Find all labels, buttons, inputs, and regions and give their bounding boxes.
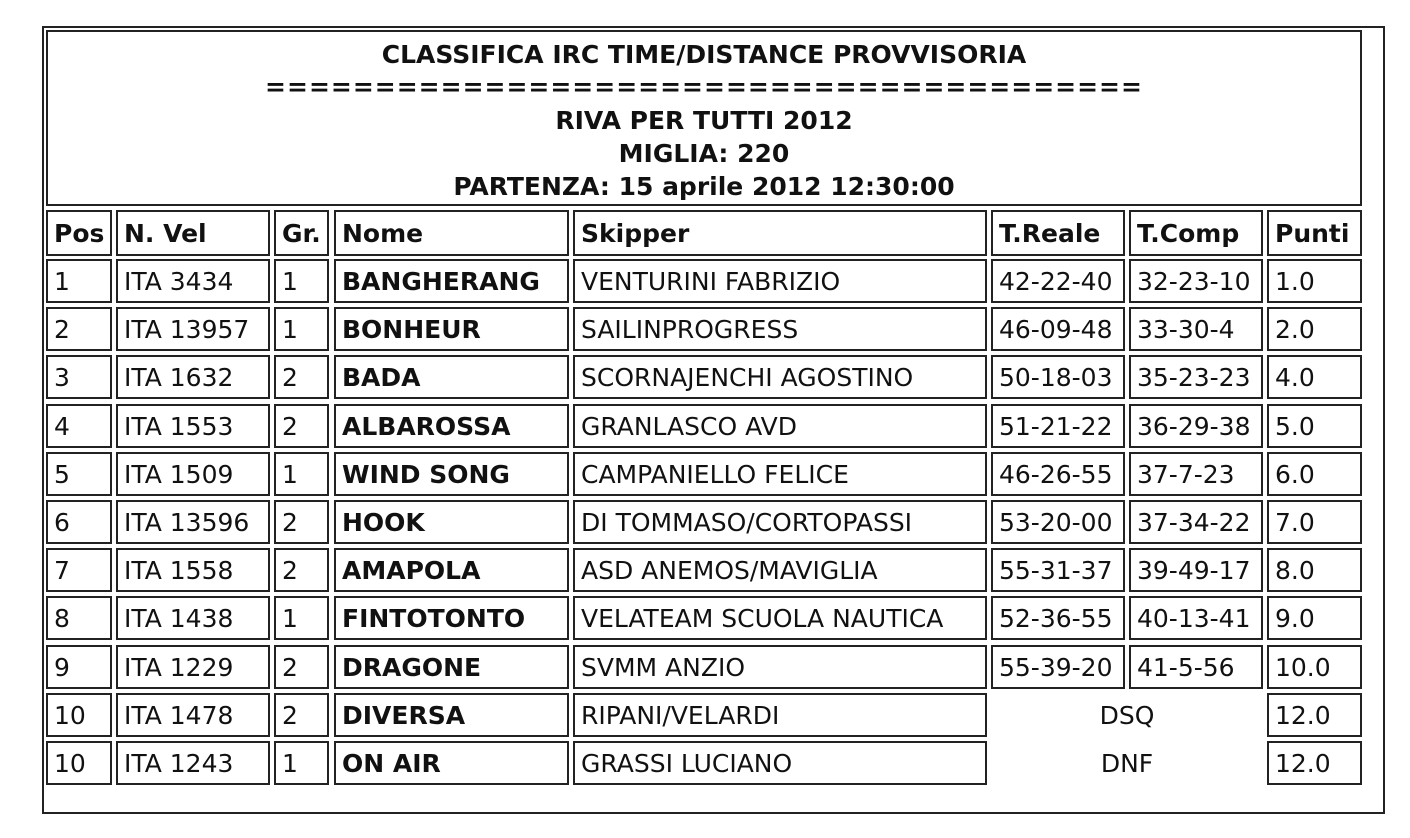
real-time-cell: 55-31-37 [991,548,1125,592]
corrected-time-cell: 37-34-22 [1129,500,1263,544]
points-cell: 12.0 [1267,693,1362,737]
boat-name-cell: HOOK [334,500,569,544]
group-cell: 1 [274,259,329,303]
skipper-cell: DI TOMMASO/CORTOPASSI [573,500,987,544]
sail-number-cell: ITA 3434 [116,259,270,303]
corrected-time-cell: 37-7-23 [1129,452,1263,496]
skipper-cell: GRANLASCO AVD [573,404,987,448]
sail-number-cell: ITA 1229 [116,645,270,689]
sail-number-cell: ITA 1243 [116,741,270,785]
real-time-cell: 42-22-40 [991,259,1125,303]
skipper-cell: VENTURINI FABRIZIO [573,259,987,303]
points-cell: 5.0 [1267,404,1362,448]
status-cell: DNF [1100,748,1154,778]
column-header: N. Vel [116,210,270,256]
skipper-cell: RIPANI/VELARDI [573,693,987,737]
column-header: Punti [1267,210,1362,256]
group-cell: 2 [274,693,329,737]
column-header: Gr. [274,210,329,256]
pos-cell: 1 [46,259,112,303]
sail-number-cell: ITA 1438 [116,596,270,640]
pos-cell: 6 [46,500,112,544]
group-cell: 1 [274,596,329,640]
group-cell: 2 [274,500,329,544]
pos-cell: 3 [46,355,112,399]
real-time-cell: 51-21-22 [991,404,1125,448]
skipper-cell: ASD ANEMOS/MAVIGLIA [573,548,987,592]
skipper-cell: SCORNAJENCHI AGOSTINO [573,355,987,399]
boat-name-cell: DRAGONE [334,645,569,689]
title-separator: ======================================== [265,72,1143,101]
skipper-cell: SAILINPROGRESS [573,307,987,351]
boat-name-cell: ALBAROSSA [334,404,569,448]
sail-number-cell: ITA 13596 [116,500,270,544]
skipper-cell: CAMPANIELLO FELICE [573,452,987,496]
points-cell: 2.0 [1267,307,1362,351]
pos-cell: 9 [46,645,112,689]
skipper-cell: VELATEAM SCUOLA NAUTICA [573,596,987,640]
boat-name-cell: BADA [334,355,569,399]
sail-number-cell: ITA 1553 [116,404,270,448]
boat-name-cell: ON AIR [334,741,569,785]
corrected-time-cell: 39-49-17 [1129,548,1263,592]
points-cell: 6.0 [1267,452,1362,496]
pos-cell: 4 [46,404,112,448]
corrected-time-cell: 41-5-56 [1129,645,1263,689]
results-title: CLASSIFICA IRC TIME/DISTANCE PROVVISORIA [381,40,1027,69]
group-cell: 2 [274,548,329,592]
group-cell: 2 [274,404,329,448]
points-cell: 1.0 [1267,259,1362,303]
column-header: Pos [46,210,112,256]
sail-number-cell: ITA 1509 [116,452,270,496]
points-cell: 9.0 [1267,596,1362,640]
real-time-cell: 55-39-20 [991,645,1125,689]
pos-cell: 10 [46,693,112,737]
real-time-cell: 52-36-55 [991,596,1125,640]
status-cell: DSQ [1099,700,1155,730]
results-header [46,30,1362,206]
group-cell: 1 [274,741,329,785]
real-time-cell: 50-18-03 [991,355,1125,399]
boat-name-cell: BANGHERANG [334,259,569,303]
boat-name-cell: DIVERSA [334,693,569,737]
points-cell: 7.0 [1267,500,1362,544]
race-miles: MIGLIA: 220 [618,139,790,168]
event-name: RIVA PER TUTTI 2012 [555,106,853,135]
boat-name-cell: FINTOTONTO [334,596,569,640]
sail-number-cell: ITA 1632 [116,355,270,399]
boat-name-cell: AMAPOLA [334,548,569,592]
race-start: PARTENZA: 15 aprile 2012 12:30:00 [453,172,955,201]
points-cell: 4.0 [1267,355,1362,399]
column-header: Nome [334,210,569,256]
pos-cell: 7 [46,548,112,592]
pos-cell: 5 [46,452,112,496]
boat-name-cell: BONHEUR [334,307,569,351]
corrected-time-cell: 32-23-10 [1129,259,1263,303]
group-cell: 2 [274,645,329,689]
corrected-time-cell: 33-30-4 [1129,307,1263,351]
sail-number-cell: ITA 1558 [116,548,270,592]
boat-name-cell: WIND SONG [334,452,569,496]
column-header: T.Comp [1129,210,1263,256]
points-cell: 12.0 [1267,741,1362,785]
points-cell: 8.0 [1267,548,1362,592]
skipper-cell: GRASSI LUCIANO [573,741,987,785]
group-cell: 1 [274,452,329,496]
real-time-cell: 46-26-55 [991,452,1125,496]
sail-number-cell: ITA 13957 [116,307,270,351]
pos-cell: 8 [46,596,112,640]
sail-number-cell: ITA 1478 [116,693,270,737]
corrected-time-cell: 35-23-23 [1129,355,1263,399]
pos-cell: 10 [46,741,112,785]
points-cell: 10.0 [1267,645,1362,689]
skipper-cell: SVMM ANZIO [573,645,987,689]
column-header: Skipper [573,210,987,256]
corrected-time-cell: 36-29-38 [1129,404,1263,448]
group-cell: 2 [274,355,329,399]
real-time-cell: 53-20-00 [991,500,1125,544]
column-header: T.Reale [991,210,1125,256]
corrected-time-cell: 40-13-41 [1129,596,1263,640]
group-cell: 1 [274,307,329,351]
pos-cell: 2 [46,307,112,351]
real-time-cell: 46-09-48 [991,307,1125,351]
